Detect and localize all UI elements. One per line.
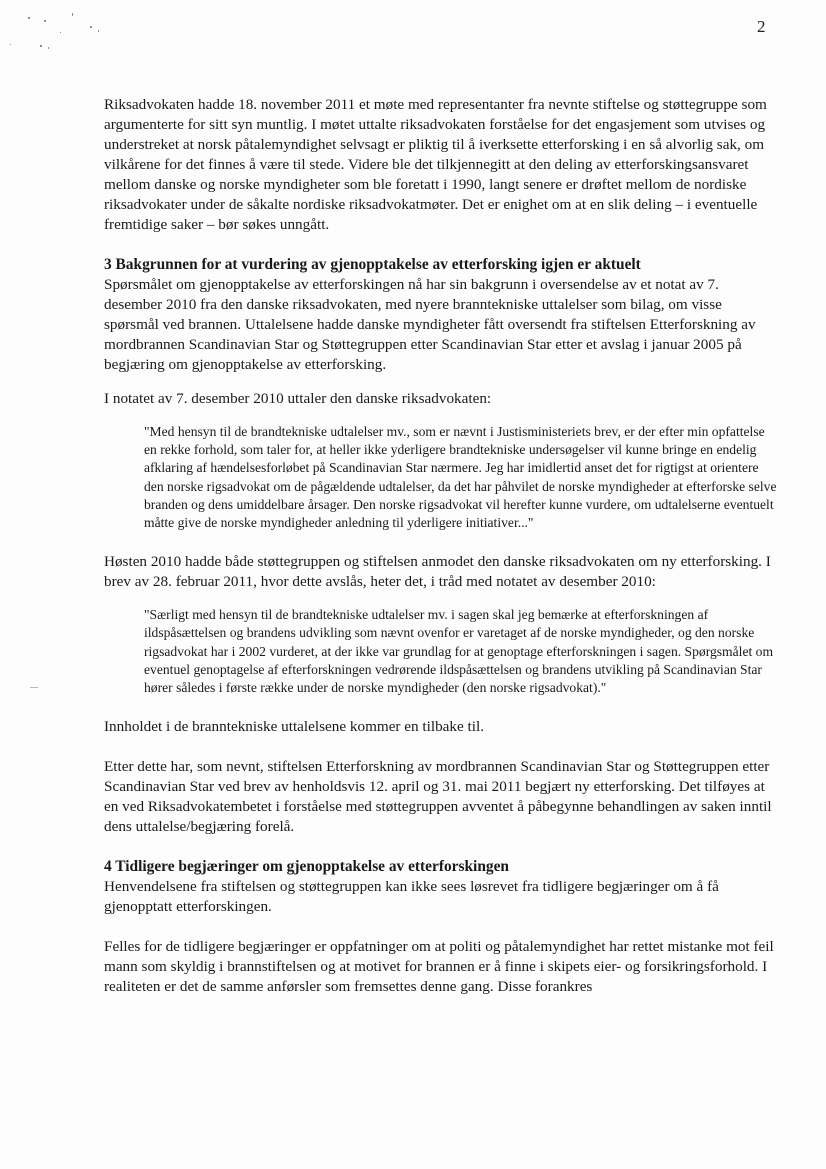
speck [40, 45, 42, 47]
quote-danish-letter: "Særligt med hensyn til de brandtekniske udtalelser mv. i sagen skal jeg bemærke at efterforskningen af ildspåsættelsen og brandens udvikling som nævnt ovenfor er varetaget af de norske myndigheder, og den norske rigsadvokat har i 2002 vurderet, at der ikke var grundlag for at genoptage efterforskningen i sagen. Spørgsmålet om eventuel genoptagelse af efterforskningen vedrørende ildspåsættelsen og brandens utvikling på Scandinavian Star hører således i første række under de norske myndigheder (den norske rigsadvokat)." [144, 607, 774, 696]
speck [90, 26, 92, 28]
paragraph-common-views: Felles for de tidligere begjæringer er oppfatninger om at politi og påtalemyndighet har rettet mistanke mot feil mann som skyldig i brannstiftelsen og at motivet for brannen er å finne i skipets eier- og forsikringsforhold. I realiteten er det de samme anførsler som fremsettes denne gang. Disse forankres [104, 938, 774, 996]
scan-specks [10, 8, 130, 58]
speck [44, 20, 46, 22]
paragraph-background: Spørsmålet om gjenopptakelse av etterforskingen nå har sin bakgrunn i oversendelse av et notat av 7. desember 2010 fra den danske riksadvokaten, med nyere branntekniske uttalelser som bilag, om visse spørsmål ved brannen. Uttalelsene hadde danske myndigheter fått oversendt fra stiftelsen Etterforskning av mordbrannen Scandinavian Star og Støttegruppen etter Scandinavian Star etter et avslag i januar 2005 på begjæring om gjenopptakelse av etterforsking. [104, 276, 756, 373]
speck [72, 13, 73, 16]
paragraph-new-request: Etter dette har, som nevnt, stiftelsen Etterforskning av mordbrannen Scandinavian Star og Støttegruppen etter Scandinavian Star ved brev av henholdsvis 12. april og 31. mai 2011 begjært ny etterforsking. Det tilføyes at en ved Riksadvokatembetet i forståelse med støttegruppen avventet å påbegynne behandlingen av saken inntil dens uttalelse/begjæring forelå. [104, 758, 772, 836]
speck [28, 17, 30, 19]
speck [48, 47, 49, 49]
speck [98, 30, 99, 32]
paragraph-earlier-requests: Henvendelsene fra stiftelsen og støttegruppen kan ikke sees løsrevet fra tidligere begjæringer om å få gjenopptatt etterforskingen. [104, 878, 719, 916]
document-body [104, 95, 780, 997]
speck [10, 44, 11, 45]
paragraph-content-return: Innholdet i de branntekniske uttalelsene kommer en tilbake til. [104, 718, 484, 736]
paragraph-autumn-2010: Høsten 2010 hadde både støttegruppen og stiftelsen anmodet den danske riksadvokaten om ny etterforsking. I brev av 28. februar 2011, hvor dette avslås, heter det, i tråd med notatet av desember 2010: [104, 553, 771, 591]
section-heading-4: 4 Tidligere begjæringer om gjenopptakelse av etterforskingen [104, 858, 509, 876]
speck [60, 32, 61, 33]
paragraph-meeting: Riksadvokaten hadde 18. november 2011 et møte med representanter fra nevnte stiftelse og støttegruppe som argumenterte for sitt syn muntlig. I møtet uttalte riksadvokaten forståelse for det engasjement som utvises og understreket at norsk påtalemyndighet selvsagt er pliktig til å iverksette etterforsking i en så alvorlig sak, om vilkårene for det finnes å være til stede. Videre ble det tilkjennegitt at den deling av etterforskingsansvaret mellom danske og norske myndigheter som ble foretatt i 1990, langt senere er drøftet mellom de nordiske riksadvokater under de såkalte nordiske riksadvokatmøter. Det er enighet om at en slik deling – i eventuelle fremtidige saker – bør søkes unngått. [104, 96, 767, 233]
page-number: 2 [757, 17, 766, 36]
paragraph-notat-intro: I notatet av 7. desember 2010 uttaler den danske riksadvokaten: [104, 390, 492, 407]
section-heading-3: 3 Bakgrunnen for at vurdering av gjenopptakelse av etterforsking igjen er aktuelt [104, 256, 641, 273]
quote-danish-notat: "Med hensyn til de brandtekniske udtalelser mv., som er nævnt i Justisministeriets brev, er der efter min opfattelse en rekke forhold, som taler for, at heller ikke yderligere brandtekniske undersøgelser vil kunne bringe en endelig afklaring af hændelsesforløbet på Scandinavian Star nærmere. Jeg har imidlertid anset det for rigtigst at orientere den norske rigsadvokat om de pågældende udtalelser, da det har påhvilet de norske myndigheder at efterforske selve branden og dens umiddelbare årsager. Den norske rigsadvokat vil herefter kunne vurdere, om udtalelserne eventuelt måtte give de norske myndigheder anledning til yderligere initiativer..." [144, 424, 777, 531]
margin-mark [30, 687, 38, 688]
